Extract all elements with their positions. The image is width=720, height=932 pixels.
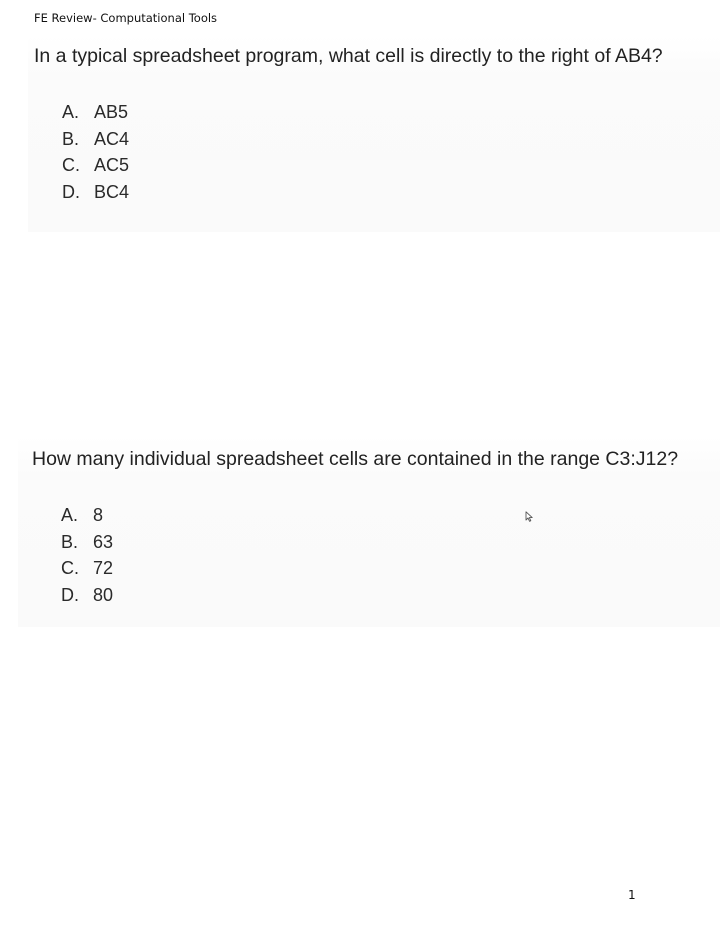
option-text: 8: [93, 505, 104, 525]
option-text: BC4: [94, 181, 130, 202]
option-text: 80: [93, 584, 114, 605]
page-number: 1: [628, 888, 636, 902]
option-letter: D.: [62, 181, 80, 202]
option-text: 63: [93, 531, 114, 552]
option-b: [61, 529, 113, 556]
option-c: [62, 152, 129, 179]
option-a: [62, 99, 129, 126]
question-1-text: In a typical spreadsheet program, what cell is directly to the right of AB4?: [34, 45, 663, 67]
option-a: [61, 502, 113, 529]
question-2-text: How many individual spreadsheet cells are contained in the range C3:J12?: [32, 448, 679, 470]
question-1-options: [62, 99, 129, 205]
option-letter: A.: [61, 505, 79, 525]
option-text: AC4: [94, 128, 130, 149]
option-text: AC5: [94, 155, 130, 175]
option-letter: D.: [61, 584, 79, 605]
option-letter: B.: [61, 531, 79, 552]
option-letter: C.: [61, 558, 79, 578]
option-letter: B.: [62, 128, 80, 149]
option-d: [62, 179, 129, 206]
option-text: 72: [93, 558, 114, 578]
question-slide-1: [28, 36, 720, 232]
option-text: AB5: [94, 102, 129, 122]
option-letter: A.: [62, 102, 80, 122]
question-slide-2: [18, 437, 720, 627]
mouse-pointer-icon: [525, 511, 534, 522]
option-d: [61, 582, 113, 609]
question-2-options: [61, 502, 113, 608]
page-header: FE Review- Computational Tools: [34, 11, 218, 25]
option-c: [61, 555, 113, 582]
option-letter: C.: [62, 155, 80, 175]
option-b: [62, 126, 129, 153]
